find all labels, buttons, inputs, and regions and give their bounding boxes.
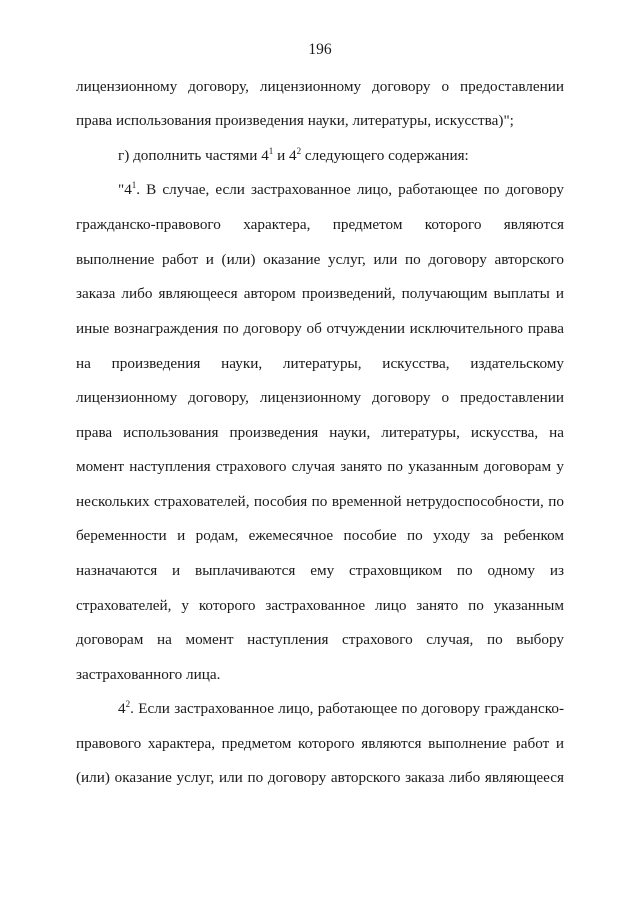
text-fragment: $4^2$. Если застрахованное лицо, работающее по договору гражданско- (118, 699, 564, 717)
superscript: 1 (268, 146, 274, 156)
text-line (118, 181, 564, 199)
page-number: 196 (308, 41, 332, 58)
text-fragment: "$4^1$. В случае, если застрахованное лицо, работающее по договору (118, 180, 564, 198)
text-line (118, 147, 564, 165)
text-fragment: и 4 (273, 147, 297, 164)
text-line: (или) оказание услуг, или по договору авторского заказа либо являющееся (76, 769, 564, 786)
text-line (118, 700, 564, 718)
text-line: права использования произведения науки, литературы, искусства, на (76, 424, 564, 441)
text-line: гражданско-правового характера, предметом которого являются (76, 216, 564, 233)
text-line: иные вознаграждения по договору об отчуждении исключительного права (76, 320, 564, 337)
superscript: 2 (125, 699, 131, 709)
text-line: выполнение работ и (или) оказание услуг, или по договору авторского (76, 251, 564, 268)
text-line: нескольких страхователей, пособия по временной нетрудоспособности, по (76, 493, 564, 510)
text-line: права использования произведения науки, литературы, искусства)"; (76, 112, 514, 129)
text-line: застрахованного лица. (76, 666, 221, 683)
text-line: момент наступления страхового случая занято по указанным договорам у (76, 458, 564, 475)
text-fragment: г) дополнить частями 4 (118, 147, 269, 164)
text-line: назначаются и выплачиваются ему страховщиком по одному из (76, 562, 564, 579)
text-line: лицензионному договору, лицензионному договору о предоставлении (76, 389, 564, 406)
text-line: договорам на момент наступления страхового случая, по выбору (76, 631, 564, 648)
superscript: 2 (296, 146, 302, 156)
text-line: беременности и родам, ежемесячное пособие по уходу за ребенком (76, 527, 564, 544)
text-line: правового характера, предметом которого являются выполнение работ и (76, 735, 564, 752)
text-line: заказа либо являющееся автором произведений, получающим выплаты и (76, 285, 564, 302)
text-line: страхователей, у которого застрахованное лицо занято по указанным (76, 597, 564, 614)
superscript: 1 (131, 180, 137, 190)
text-fragment: следующего содержания: (301, 147, 469, 164)
text-line: на произведения науки, литературы, искусства, издательскому (76, 355, 564, 372)
text-line: лицензионному договору, лицензионному договору о предоставлении (76, 78, 564, 95)
